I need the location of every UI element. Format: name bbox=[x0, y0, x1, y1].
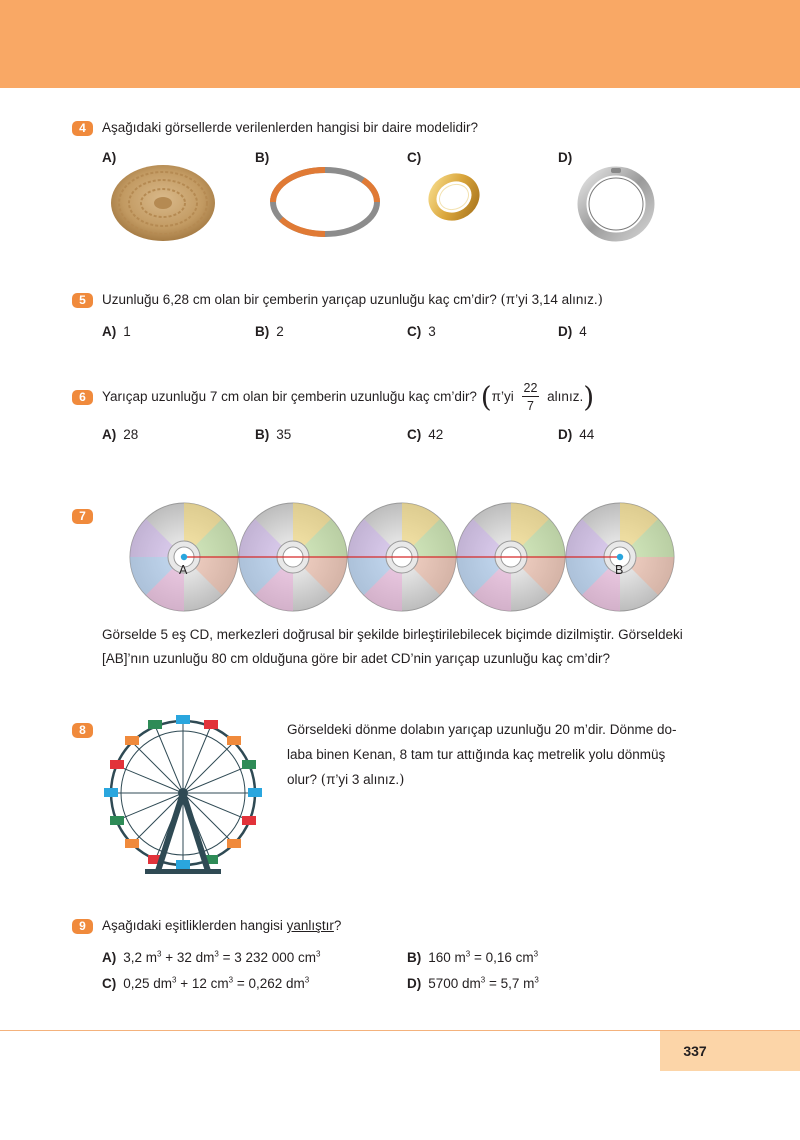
q6-option-b-value: 35 bbox=[276, 427, 292, 442]
question-5-text: Uzunluğu 6,28 cm olan bir çemberin yarıçap uzunluğu kaç cm’dir? bbox=[102, 292, 497, 307]
question-5-text-row bbox=[102, 290, 603, 310]
q5-option-b-value: 2 bbox=[276, 324, 284, 339]
q9-option-b-letter: B) bbox=[407, 950, 422, 965]
paren-open: ( bbox=[500, 292, 506, 308]
question-6-text-row bbox=[102, 377, 594, 417]
question-9-text-end: ? bbox=[333, 918, 342, 933]
question-9-text-row bbox=[102, 916, 341, 936]
exponent: 3 bbox=[304, 975, 310, 985]
q6-option-d-letter: D) bbox=[558, 427, 573, 442]
q6-option-a bbox=[102, 427, 138, 442]
question-9-text: Aşağıdaki eşitliklerden hangisi bbox=[102, 918, 283, 933]
q6-option-c bbox=[407, 427, 443, 442]
q9-a-part-1: 3,2 m bbox=[123, 950, 158, 965]
question-8-hint: π’yi 3 alınız. bbox=[326, 772, 400, 787]
exponent: 3 bbox=[534, 975, 539, 985]
question-8-line-1: Görseldeki dönme dolabın yarıçap uzunluğu 20 m’dir. Dönme do- bbox=[287, 722, 677, 737]
exponent: 3 bbox=[214, 949, 219, 959]
q9-d-part-1: 5700 dm bbox=[428, 976, 481, 991]
exponent: 3 bbox=[157, 949, 162, 959]
q9-b-part-1: 160 m bbox=[428, 950, 466, 965]
q5-option-d-value: 4 bbox=[579, 324, 587, 339]
q6-option-c-value: 42 bbox=[428, 427, 444, 442]
q9-option-a-letter: A) bbox=[102, 950, 117, 965]
question-8-line-2: laba binen Kenan, 8 tam tur attığında kaç metrelik yolu dönmüş bbox=[287, 747, 666, 762]
woven-mat-image bbox=[108, 163, 218, 243]
fraction-denominator: 7 bbox=[526, 399, 534, 414]
exponent: 3 bbox=[172, 975, 177, 985]
q5-option-a-letter: A) bbox=[102, 324, 117, 339]
q9-option-c bbox=[102, 976, 309, 991]
question-7-line-2: [AB]’nın uzunluğu 80 cm olduğuna göre bir adet CD’nin yarıçap uzunluğu kaç cm’dir? bbox=[102, 651, 611, 666]
label-b: B bbox=[615, 563, 624, 577]
q9-c-part-3: = 0,262 dm bbox=[233, 976, 305, 991]
q5-option-a bbox=[102, 324, 131, 339]
question-5-hint: π’yi 3,14 alınız. bbox=[505, 292, 598, 307]
q9-d-part-2: = 5,7 m bbox=[485, 976, 535, 991]
page-number-box bbox=[660, 1031, 800, 1071]
q6-option-a-letter: A) bbox=[102, 427, 117, 442]
question-6-hint-pre: π’yi bbox=[491, 389, 514, 404]
question-8-line-3: olur? bbox=[287, 772, 318, 787]
page-number: 337 bbox=[683, 1043, 707, 1059]
q6-option-a-value: 28 bbox=[123, 427, 139, 442]
question-number-8: 8 bbox=[72, 723, 93, 738]
question-6-hint-post: alınız. bbox=[547, 389, 584, 404]
q4-option-d-label: D) bbox=[558, 150, 573, 165]
hula-hoop-image bbox=[268, 164, 382, 240]
q9-option-b bbox=[407, 950, 538, 965]
q9-option-a bbox=[102, 950, 320, 965]
question-7-line-1: Görselde 5 eş CD, merkezleri doğrusal bir şekilde birleştirilebilecek biçimde dizilmiştir. Görseldeki bbox=[102, 627, 683, 642]
fraction-22-over-7 bbox=[522, 381, 540, 413]
point-b bbox=[617, 554, 623, 560]
paren-close: ) bbox=[399, 772, 405, 788]
q6-option-c-letter: C) bbox=[407, 427, 422, 442]
q9-option-c-letter: C) bbox=[102, 976, 117, 991]
key-ring-image bbox=[574, 164, 658, 244]
question-number-4: 4 bbox=[72, 121, 93, 136]
q9-b-part-2: = 0,16 cm bbox=[470, 950, 534, 965]
exponent: 3 bbox=[316, 949, 321, 959]
big-paren-close: ) bbox=[583, 380, 595, 414]
big-paren-open: ( bbox=[480, 380, 492, 414]
ferris-wheel-image bbox=[100, 705, 270, 877]
q9-option-d bbox=[407, 976, 539, 991]
q5-option-b bbox=[255, 324, 284, 339]
question-8-line-3-row bbox=[287, 767, 697, 793]
q5-option-c-letter: C) bbox=[407, 324, 422, 339]
exponent: 3 bbox=[228, 975, 234, 985]
q9-option-d-letter: D) bbox=[407, 976, 422, 991]
label-a: A bbox=[179, 563, 188, 577]
q9-a-part-3: = 3 232 000 cm bbox=[218, 950, 317, 965]
header-band bbox=[0, 0, 800, 88]
question-number-9: 9 bbox=[72, 919, 93, 934]
question-9-underlined-word: yanlıştır bbox=[286, 918, 334, 933]
paren-close: ) bbox=[597, 292, 603, 308]
question-4-text: Aşağıdaki görsellerde verilenlerden hangisi bir daire modelidir? bbox=[102, 120, 478, 135]
question-number-7: 7 bbox=[72, 509, 93, 524]
question-6-text: Yarıçap uzunluğu 7 cm olan bir çemberin uzunluğu kaç cm’dir? bbox=[102, 389, 477, 404]
question-7-text bbox=[102, 623, 683, 671]
q5-option-a-value: 1 bbox=[123, 324, 131, 339]
question-number-5: 5 bbox=[72, 293, 93, 308]
q5-option-c bbox=[407, 324, 436, 339]
q6-option-d-value: 44 bbox=[579, 427, 595, 442]
five-cd-figure bbox=[125, 500, 680, 615]
q6-option-d bbox=[558, 427, 594, 442]
q4-option-a-label: A) bbox=[102, 150, 117, 165]
q9-c-part-2: + 12 cm bbox=[176, 976, 229, 991]
point-a bbox=[181, 554, 187, 560]
q4-option-b-label: B) bbox=[255, 150, 270, 165]
q5-option-c-value: 3 bbox=[428, 324, 436, 339]
q4-option-c-label: C) bbox=[407, 150, 422, 165]
q5-option-d bbox=[558, 324, 587, 339]
paren-open: ( bbox=[320, 772, 327, 788]
q6-option-b-letter: B) bbox=[255, 427, 270, 442]
q9-c-part-1: 0,25 dm bbox=[123, 976, 173, 991]
question-8-text bbox=[287, 717, 697, 793]
gold-ring-image bbox=[425, 168, 483, 226]
q5-option-b-letter: B) bbox=[255, 324, 270, 339]
exponent: 3 bbox=[533, 949, 539, 959]
question-number-6: 6 bbox=[72, 390, 93, 405]
fraction-numerator: 22 bbox=[523, 381, 538, 396]
q5-option-d-letter: D) bbox=[558, 324, 573, 339]
exponent: 3 bbox=[465, 949, 471, 959]
q6-option-b bbox=[255, 427, 291, 442]
exponent: 3 bbox=[480, 975, 486, 985]
q9-a-part-2: + 32 dm bbox=[161, 950, 215, 965]
